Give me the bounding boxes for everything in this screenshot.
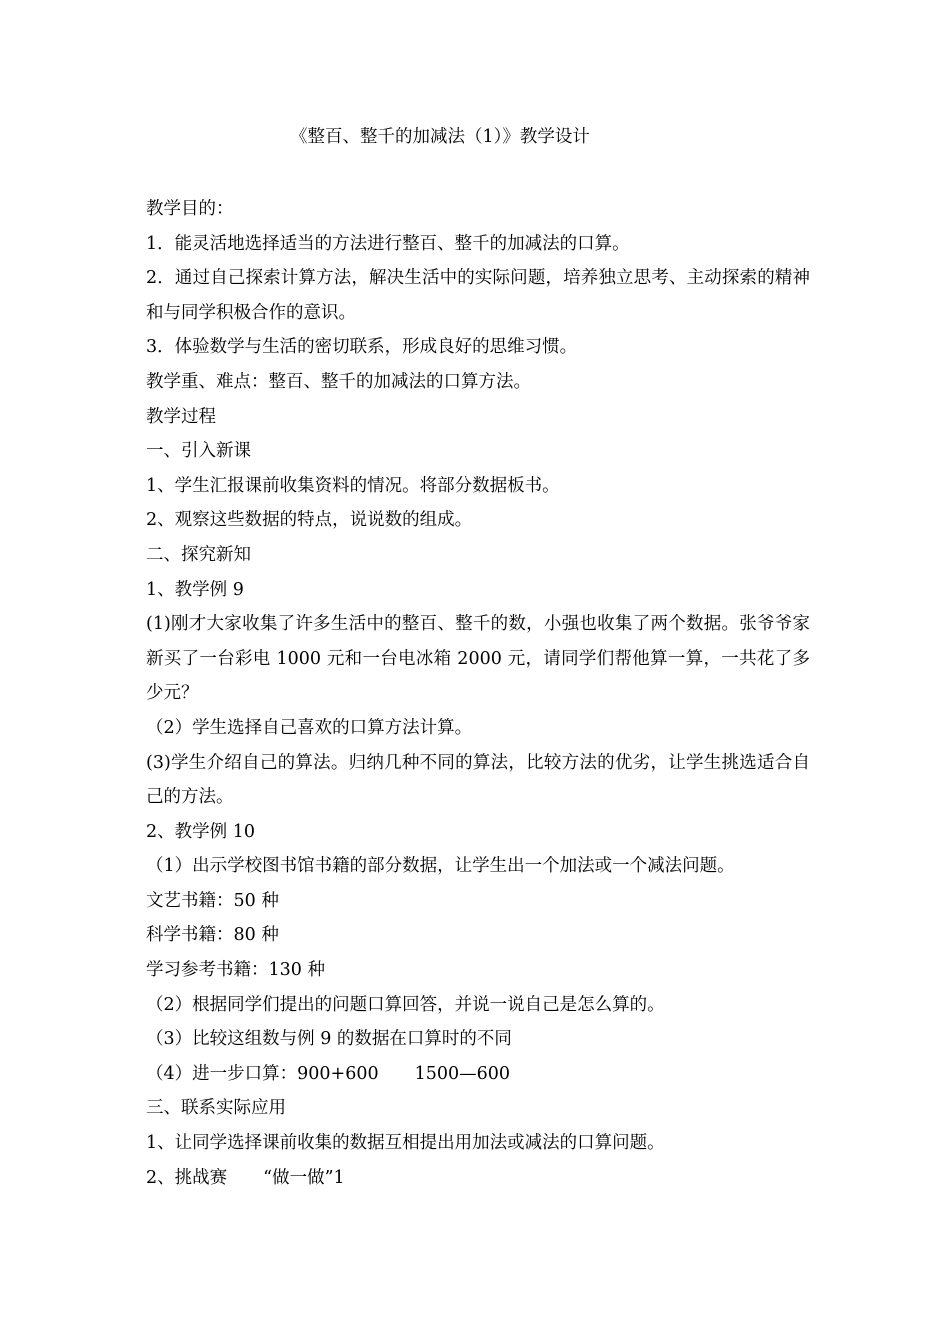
document-title: 《整百、整千的加减法（1）》教学设计 xyxy=(290,127,590,147)
step-item: （3）比较这组数与例 9 的数据在口算时的不同 xyxy=(146,1029,512,1050)
step-item: (3)学生介绍自己的算法。归纳几种不同的算法，比较方法的优劣，让学生挑选适合自己的方法。 xyxy=(146,752,810,808)
subsection-heading-example-10: 2、教学例 10 xyxy=(146,821,255,842)
subsection-heading-example-9: 1、教学例 9 xyxy=(146,579,244,600)
step-item-mental-calc xyxy=(146,1057,810,1092)
step-item: (1)刚才大家收集了许多生活中的整百、整千的数，小强也收集了两个数据。张爷爷家新买了一台彩电 1000 元和一台电冰箱 2000 元，请同学们帮他算一算，一共花了多少元？ xyxy=(146,614,810,704)
section-heading-intro: 一、引入新课 xyxy=(146,441,251,462)
step-item: （2）学生选择自己喜欢的口算方法计算。 xyxy=(146,717,473,738)
key-points: 教学重、难点：整百、整千的加减法的口算方法。 xyxy=(146,371,531,392)
objective-item: 2．通过自己探索计算方法，解决生活中的实际问题，培养独立思考、主动探索的精神和与同学积极合作的意识。 xyxy=(146,268,810,323)
objective-item: 3．体验数学与生活的密切联系，形成良好的思维习惯。 xyxy=(146,337,578,358)
section-heading-application: 三、联系实际应用 xyxy=(146,1098,286,1119)
mental-calc-label: （4）进一步口算：900+600 xyxy=(146,1063,379,1084)
document-body xyxy=(146,192,810,1195)
step-item: 1、让同学选择课前收集的数据互相提出用加法或减法的口算问题。 xyxy=(146,1133,665,1154)
challenge-item: “做一做”1 xyxy=(263,1167,345,1188)
step-item-challenge xyxy=(146,1161,810,1196)
mental-calc-expression: 1500—600 xyxy=(414,1063,511,1084)
data-item: 学习参考书籍：130 种 xyxy=(146,960,325,981)
challenge-label: 2、挑战赛 xyxy=(146,1167,228,1188)
step-item: （2）根据同学们提出的问题口算回答，并说一说自己是怎么算的。 xyxy=(146,994,665,1015)
section-heading-process: 教学过程 xyxy=(146,406,216,427)
objective-item: 1．能灵活地选择适当的方法进行整百、整千的加减法的口算。 xyxy=(146,233,630,254)
step-item: （1）出示学校图书馆书籍的部分数据，让学生出一个加法或一个减法问题。 xyxy=(146,856,735,877)
section-heading-explore: 二、探究新知 xyxy=(146,544,251,565)
step-item: 1、学生汇报课前收集资料的情况。将部分数据板书。 xyxy=(146,475,560,496)
step-item: 2、观察这些数据的特点，说说数的组成。 xyxy=(146,510,473,531)
data-item: 文艺书籍：50 种 xyxy=(146,890,279,911)
data-item: 科学书籍：80 种 xyxy=(146,925,279,946)
section-heading-objectives: 教学目的： xyxy=(146,199,234,219)
